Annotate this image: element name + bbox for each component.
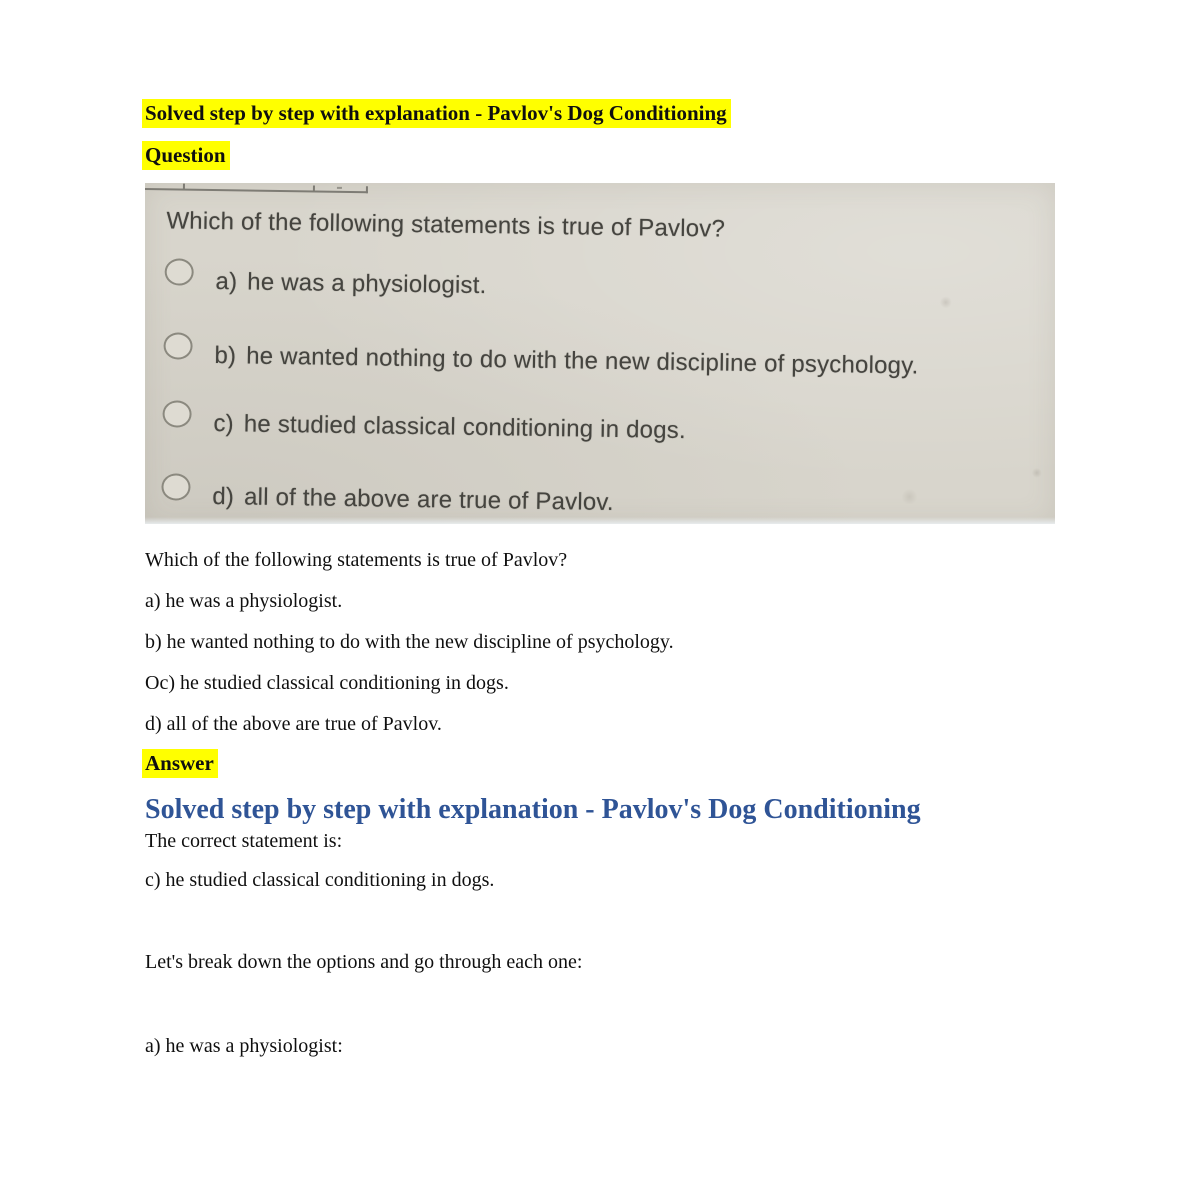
photo-option-row-c	[162, 400, 686, 445]
correct-statement-intro: The correct statement is:	[145, 830, 343, 852]
transcript-option-c: Oc) he studied classical conditioning in dogs.	[145, 672, 509, 694]
page-title-highlight: Solved step by step with explanation - Pavlov's Dog Conditioning	[142, 99, 731, 128]
photo-option-row-a	[164, 258, 486, 300]
radio-button-icon	[164, 258, 193, 285]
photo-content	[145, 183, 1055, 524]
option-text: all of the above are true of Pavlov.	[243, 483, 614, 516]
photo-option-row-b	[163, 332, 919, 380]
option-key: b)	[214, 342, 237, 370]
page-title	[142, 99, 731, 128]
answer-section-label: Answer	[142, 749, 218, 778]
option-key: a)	[215, 268, 238, 296]
breakdown-intro: Let's break down the options and go through each one:	[145, 951, 583, 973]
photo-option-label	[191, 410, 686, 445]
transcript-option-a: a) he was a physiologist.	[145, 590, 343, 612]
photo-option-label	[192, 342, 918, 381]
photo-option-label	[190, 483, 614, 517]
option-text: he studied classical conditioning in dogs.	[243, 410, 687, 445]
option-key: c)	[213, 410, 235, 438]
radio-button-icon	[162, 400, 191, 427]
transcript-option-d: d) all of the above are true of Pavlov.	[145, 713, 442, 735]
question-section-label: Question	[142, 141, 230, 170]
answer-heading: Solved step by step with explanation - Pavlov's Dog Conditioning	[145, 794, 921, 825]
question-transcript	[145, 547, 674, 752]
photo-option-row-d	[161, 473, 614, 517]
breakdown-option-a-heading: a) he was a physiologist:	[145, 1035, 343, 1057]
option-text: he wanted nothing to do with the new discipline of psychology.	[245, 342, 919, 380]
option-key: d)	[212, 483, 235, 511]
correct-statement: c) he studied classical conditioning in dogs.	[145, 869, 495, 891]
embedded-question-photo	[145, 183, 1055, 524]
radio-button-icon	[161, 473, 190, 500]
cropped-ui-box-artifact	[145, 183, 385, 201]
option-text: he was a physiologist.	[247, 268, 487, 300]
radio-button-icon	[163, 332, 192, 359]
transcript-option-b: b) he wanted nothing to do with the new discipline of psychology.	[145, 631, 674, 653]
photo-option-label	[193, 268, 486, 300]
transcript-question: Which of the following statements is true of Pavlov?	[145, 549, 568, 571]
photo-question-text: Which of the following statements is true of Pavlov?	[166, 207, 726, 243]
